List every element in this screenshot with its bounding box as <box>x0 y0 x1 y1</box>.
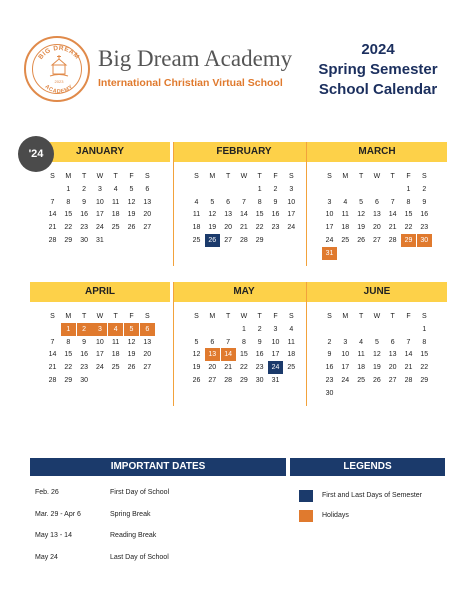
day-cell: 17 <box>287 211 296 219</box>
day-cell: 25 <box>357 377 365 384</box>
weekday-label: T <box>358 173 364 180</box>
weekday-label: F <box>273 173 278 180</box>
day-cell: 1 <box>66 185 71 193</box>
legend-label: Holidays <box>322 512 349 519</box>
day-cell: 31 <box>271 377 280 384</box>
day-cell: 21 <box>239 224 248 232</box>
day-cell: 11 <box>112 338 120 346</box>
day-cell: 17 <box>95 351 104 359</box>
svg-text:ACADEMY <box>44 84 75 95</box>
day-cell: 1 <box>241 325 246 333</box>
seal-bottom-text: ACADEMY <box>43 83 75 96</box>
day-cell: 24 <box>341 377 350 384</box>
day-cell: 4 <box>359 338 364 346</box>
day-cell: 12 <box>372 351 381 359</box>
day-cell: 10 <box>287 198 296 206</box>
day-cell: 23 <box>420 224 429 232</box>
day-cell: 22 <box>64 364 73 372</box>
day-cell: 9 <box>257 338 262 346</box>
weekday-label: W <box>373 173 381 180</box>
day-cell: 1 <box>422 325 427 333</box>
day-cell: 23 <box>255 364 264 372</box>
legends-header: LEGENDS <box>290 458 445 476</box>
day-cell: 29 <box>239 377 248 384</box>
day-cell: 5 <box>129 185 134 193</box>
day-cell: 11 <box>112 198 120 206</box>
day-cell: 16 <box>255 351 264 359</box>
day-cell: 20 <box>372 224 381 232</box>
day-cell: 9 <box>273 198 278 206</box>
weekday-label: S <box>288 173 294 180</box>
day-cell: 15 <box>420 351 429 359</box>
day-cell: 19 <box>357 224 365 232</box>
month-header: JUNE <box>307 282 447 302</box>
day-cell: 20 <box>224 224 232 232</box>
important-date-event: Reading Break <box>110 532 157 539</box>
month-february <box>173 142 314 266</box>
day-cell: 29 <box>64 377 73 384</box>
day-cell: 29 <box>420 377 429 384</box>
day-cell: 21 <box>404 364 413 372</box>
day-cell: 6 <box>210 338 215 346</box>
day-cell: 22 <box>255 224 264 232</box>
day-cell: 28 <box>388 237 397 244</box>
day-cell: 1 <box>257 185 262 193</box>
day-cell: 15 <box>239 351 248 359</box>
day-cell: 2 <box>77 323 92 336</box>
day-cell: 26 <box>372 377 381 384</box>
day-cell: 9 <box>422 198 427 206</box>
weekday-label: W <box>96 313 104 320</box>
day-cell: 15 <box>404 211 413 219</box>
day-cell: 25 <box>111 364 120 372</box>
day-cell: 8 <box>406 198 411 206</box>
day-cell: 2 <box>82 185 87 193</box>
month-march <box>306 142 447 266</box>
day-cell: 24 <box>325 237 334 244</box>
seal-top-text: BIG DREAM <box>37 44 81 61</box>
day-cell: 19 <box>208 224 217 232</box>
day-cell: 29 <box>64 237 73 244</box>
day-cell: 7 <box>226 338 231 346</box>
weekday-label: T <box>257 173 262 180</box>
day-cell: 30 <box>255 377 264 384</box>
day-cell: 2 <box>273 185 278 193</box>
day-cell: 28 <box>48 237 57 244</box>
document-title-calendar: School Calendar <box>318 81 438 98</box>
day-cell: 5 <box>359 198 364 206</box>
weekday-label: T <box>390 173 395 180</box>
day-cell: 30 <box>80 377 88 384</box>
day-cell: 10 <box>95 338 104 346</box>
day-cell: 26 <box>192 377 201 384</box>
day-cell: 24 <box>287 224 296 232</box>
weekday-label: M <box>342 173 349 180</box>
day-cell: 29 <box>255 237 264 244</box>
document-title <box>308 40 448 100</box>
day-cell: 18 <box>287 351 296 359</box>
brand-subtitle: International Christian Virtual School <box>98 77 283 89</box>
important-date-event: Last Day of School <box>110 553 169 561</box>
month-header: APRIL <box>30 282 170 302</box>
day-cell: 18 <box>192 224 201 232</box>
weekday-label: M <box>342 313 349 320</box>
day-cell: 13 <box>224 211 232 219</box>
day-cell: 31 <box>322 247 337 260</box>
day-cell: 16 <box>80 211 88 219</box>
day-cell: 24 <box>95 364 104 372</box>
day-cell: 11 <box>287 338 295 346</box>
day-cell: 27 <box>143 364 152 372</box>
day-cell: 23 <box>325 377 334 384</box>
day-cell: 15 <box>64 351 73 359</box>
day-cell: 11 <box>192 211 201 219</box>
day-cell: 18 <box>357 364 365 372</box>
day-cell: 20 <box>143 351 152 359</box>
weekday-label: T <box>113 173 118 180</box>
day-cell: 28 <box>224 377 232 384</box>
day-cell: 7 <box>241 198 246 206</box>
day-cell: 4 <box>289 325 294 333</box>
day-cell: 27 <box>224 237 232 244</box>
day-cell: 14 <box>48 351 57 359</box>
day-cell: 16 <box>80 351 88 359</box>
day-cell: 30 <box>417 234 432 247</box>
important-date-event: First Day of School <box>110 489 170 496</box>
day-cell: 25 <box>192 237 201 244</box>
day-cell: 13 <box>205 348 220 361</box>
important-date: Feb. 26 <box>35 489 59 496</box>
weekday-label: F <box>406 313 411 320</box>
weekday-label: M <box>209 173 216 180</box>
day-cell: 14 <box>221 348 236 361</box>
important-date: May 24 <box>35 553 58 561</box>
day-cell: 12 <box>127 338 136 346</box>
day-cell: 8 <box>422 338 427 346</box>
day-cell: 2 <box>257 325 262 333</box>
day-cell: 12 <box>127 198 136 206</box>
day-cell: 21 <box>224 364 232 372</box>
day-cell: 5 <box>374 338 379 346</box>
day-cell: 17 <box>271 351 280 359</box>
day-cell: 28 <box>239 237 248 244</box>
month-may <box>173 282 314 406</box>
day-cell: 30 <box>80 237 88 244</box>
day-cell: 27 <box>208 377 217 384</box>
day-cell: 29 <box>401 234 416 247</box>
day-cell: 2 <box>327 338 332 346</box>
day-cell: 28 <box>404 377 413 384</box>
weekday-label: T <box>81 313 87 320</box>
day-cell: 3 <box>92 323 107 336</box>
day-cell: 13 <box>143 338 152 346</box>
day-cell: 12 <box>208 211 217 219</box>
day-cell: 26 <box>127 224 136 232</box>
day-cell: 8 <box>241 338 246 346</box>
day-cell: 8 <box>257 198 262 206</box>
day-cell: 15 <box>255 211 264 219</box>
day-cell: 18 <box>111 351 120 359</box>
weekday-label: M <box>65 173 72 180</box>
day-cell: 18 <box>341 224 350 232</box>
day-cell: 23 <box>80 224 88 232</box>
weekday-label: S <box>144 173 150 180</box>
day-cell: 22 <box>64 224 73 232</box>
weekday-label: S <box>144 313 150 320</box>
day-cell: 25 <box>111 224 120 232</box>
document-title-semester: Spring Semester <box>318 61 438 78</box>
day-cell: 13 <box>372 211 381 219</box>
day-cell: 9 <box>327 351 332 359</box>
day-cell: 30 <box>325 389 334 397</box>
day-cell: 26 <box>205 234 220 247</box>
month-header: MAY <box>174 282 314 302</box>
day-cell: 31 <box>95 237 104 244</box>
year-badge: '24 <box>18 136 54 172</box>
day-cell: 26 <box>357 237 365 244</box>
day-cell: 11 <box>341 211 349 219</box>
day-cell: 8 <box>66 338 71 346</box>
legend-swatch <box>299 490 313 502</box>
day-cell: 6 <box>226 198 231 206</box>
important-date-event: Spring Break <box>110 510 151 518</box>
day-cell: 22 <box>239 364 248 372</box>
day-cell: 16 <box>420 211 429 219</box>
weekday-label: F <box>273 313 278 320</box>
day-cell: 5 <box>124 323 139 336</box>
day-cell: 1 <box>406 185 411 193</box>
day-cell: 22 <box>420 364 429 372</box>
legend-label: First and Last Days of Semester <box>322 492 422 499</box>
weekday-label: S <box>327 173 332 180</box>
day-cell: 15 <box>64 211 73 219</box>
day-cell: 20 <box>143 211 152 219</box>
day-cell: 23 <box>80 364 88 372</box>
day-cell: 10 <box>95 198 104 206</box>
weekday-label: S <box>50 313 55 320</box>
day-cell: 13 <box>143 198 152 206</box>
brand-name: Big Dream Academy <box>98 46 293 71</box>
day-cell: 16 <box>325 364 334 372</box>
weekday-label: T <box>225 173 231 180</box>
day-cell: 13 <box>388 351 397 359</box>
weekday-label: T <box>257 313 262 320</box>
day-cell: 27 <box>372 237 381 244</box>
day-cell: 3 <box>273 325 278 333</box>
weekday-label: T <box>113 313 118 320</box>
weekday-label: W <box>240 313 248 320</box>
day-cell: 9 <box>82 198 87 206</box>
day-cell: 27 <box>388 377 397 384</box>
day-cell: 10 <box>341 351 350 359</box>
day-cell: 3 <box>289 185 294 193</box>
legend-swatch <box>299 510 313 522</box>
day-cell: 19 <box>372 364 381 372</box>
weekday-label: S <box>194 173 199 180</box>
day-cell: 7 <box>50 198 55 206</box>
day-cell: 18 <box>111 211 120 219</box>
day-cell: 21 <box>388 224 397 232</box>
day-cell: 20 <box>388 364 397 372</box>
document-title-year: 2024 <box>361 41 395 58</box>
day-cell: 4 <box>113 185 118 193</box>
month-header: FEBRUARY <box>174 142 314 162</box>
academy-seal-logo <box>24 36 90 102</box>
day-cell: 27 <box>143 224 152 232</box>
day-cell: 10 <box>271 338 280 346</box>
day-cell: 4 <box>194 198 199 206</box>
weekday-label: F <box>406 173 411 180</box>
weekday-label: W <box>240 173 248 180</box>
day-cell: 14 <box>48 211 57 219</box>
weekday-label: T <box>358 313 364 320</box>
day-cell: 7 <box>406 338 411 346</box>
day-cell: 6 <box>140 323 155 336</box>
weekday-label: S <box>50 173 55 180</box>
day-cell: 5 <box>210 198 215 206</box>
day-cell: 25 <box>287 364 296 372</box>
weekday-label: W <box>373 313 381 320</box>
weekday-label: S <box>421 173 427 180</box>
weekday-label: S <box>421 313 427 320</box>
day-cell: 21 <box>48 364 57 372</box>
day-cell: 2 <box>422 185 427 193</box>
weekday-label: T <box>225 313 231 320</box>
day-cell: 20 <box>208 364 217 372</box>
day-cell: 14 <box>239 211 248 219</box>
day-cell: 24 <box>95 224 104 232</box>
day-cell: 14 <box>404 351 413 359</box>
month-header: MARCH <box>307 142 447 162</box>
weekday-label: F <box>129 313 134 320</box>
day-cell: 22 <box>404 224 413 232</box>
weekday-label: M <box>65 313 72 320</box>
weekday-label: S <box>327 313 332 320</box>
day-cell: 10 <box>325 211 334 219</box>
day-cell: 7 <box>390 198 395 206</box>
day-cell: 3 <box>97 185 102 193</box>
weekday-label: T <box>390 313 395 320</box>
day-cell: 21 <box>48 224 57 232</box>
weekday-label: M <box>209 313 216 320</box>
day-cell: 17 <box>325 224 334 232</box>
day-cell: 3 <box>327 198 332 206</box>
day-cell: 1 <box>61 323 76 336</box>
day-cell: 17 <box>341 364 350 372</box>
month-june <box>306 282 447 406</box>
weekday-label: F <box>129 173 134 180</box>
day-cell: 28 <box>48 377 57 384</box>
day-cell: 8 <box>66 198 71 206</box>
weekday-label: S <box>194 313 199 320</box>
weekday-label: T <box>81 173 87 180</box>
day-cell: 5 <box>194 338 199 346</box>
day-cell: 6 <box>145 185 150 193</box>
day-cell: 19 <box>127 211 136 219</box>
day-cell: 26 <box>127 364 136 372</box>
month-header: JANUARY <box>30 142 170 162</box>
day-cell: 14 <box>388 211 397 219</box>
weekday-label: S <box>288 313 294 320</box>
day-cell: 3 <box>343 338 348 346</box>
day-cell: 24 <box>268 361 283 374</box>
day-cell: 16 <box>271 211 280 219</box>
day-cell: 6 <box>390 338 395 346</box>
day-cell: 4 <box>343 198 348 206</box>
day-cell: 9 <box>82 338 87 346</box>
day-cell: 19 <box>127 351 136 359</box>
day-cell: 17 <box>95 211 104 219</box>
day-cell: 11 <box>357 351 365 359</box>
important-dates-header: IMPORTANT DATES <box>30 458 286 476</box>
day-cell: 7 <box>50 338 55 346</box>
day-cell: 19 <box>192 364 201 372</box>
important-date: Mar. 29 - Apr 6 <box>35 510 81 518</box>
day-cell: 12 <box>357 211 365 219</box>
important-date: May 13 - 14 <box>35 532 72 539</box>
day-cell: 12 <box>192 351 201 359</box>
day-cell: 4 <box>108 323 123 336</box>
day-cell: 23 <box>271 224 280 232</box>
weekday-label: W <box>96 173 104 180</box>
day-cell: 25 <box>341 237 350 244</box>
seal-year: 2023 <box>54 79 64 84</box>
month-april <box>30 282 170 406</box>
day-cell: 6 <box>374 198 379 206</box>
